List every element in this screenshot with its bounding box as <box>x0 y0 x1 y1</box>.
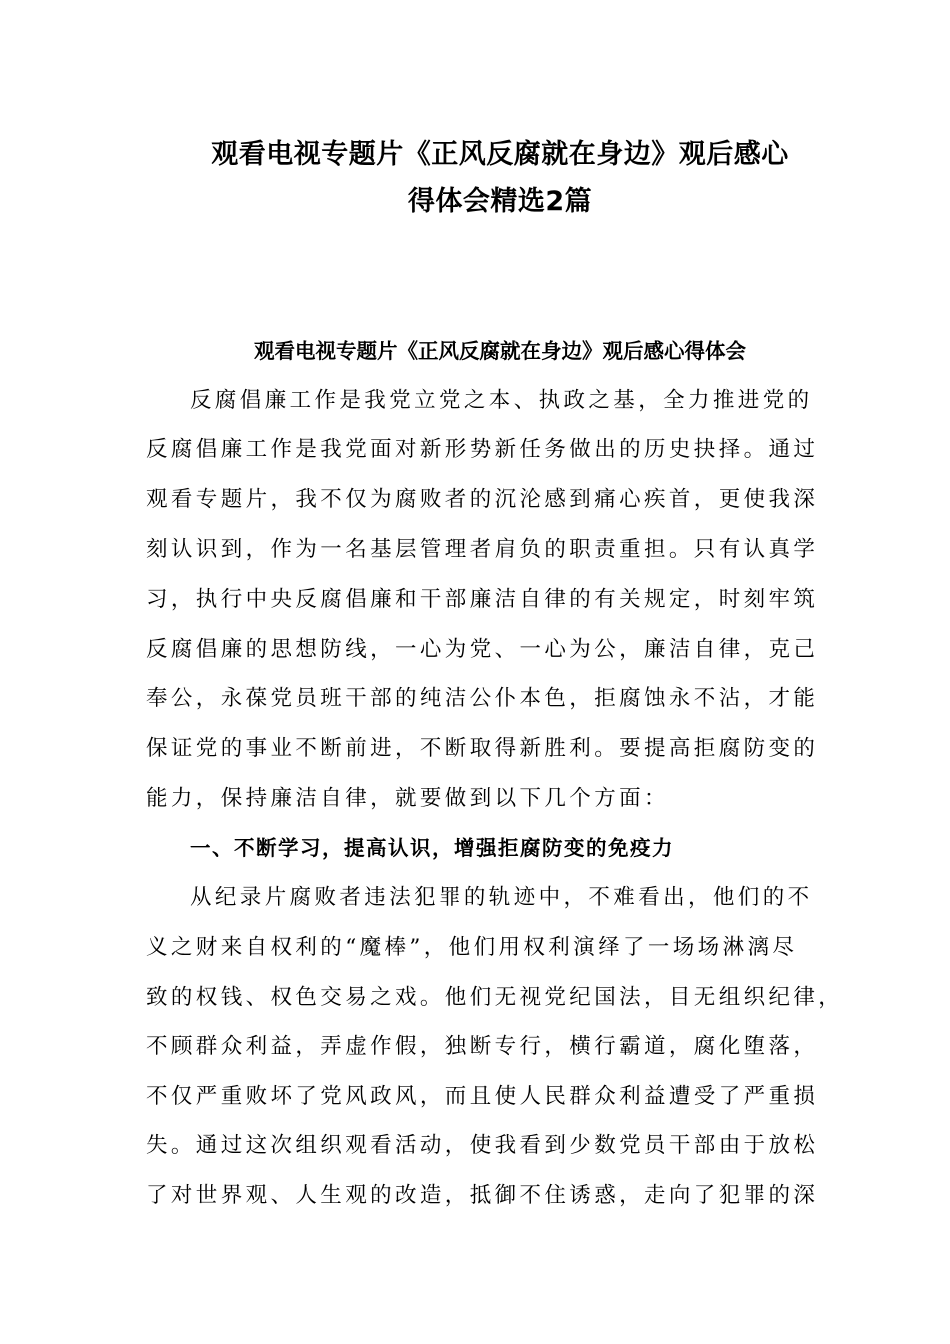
paragraph-line: 反腐倡廉工作是我党面对新形势新任务做出的历史抉择。通过 <box>146 437 819 462</box>
paragraph-line: 不仅严重败坏了党风政风，而且使人民群众利益遭受了严重损 <box>146 1084 819 1109</box>
paragraph-line: 能力，保持廉洁自律，就要做到以下几个方面： <box>146 786 669 811</box>
article-subtitle: 观看电视专题片《正风反腐就在身边》观后感心得体会 <box>254 339 746 363</box>
paragraph-line: 不顾群众利益，弄虚作假，独断专行，横行霸道，腐化堕落， <box>146 1034 819 1059</box>
paragraph-line: 观看专题片，我不仅为腐败者的沉沦感到痛心疾首，更使我深 <box>146 487 819 512</box>
paragraph-line: 奉公，永葆党员班干部的纯洁公仆本色，拒腐蚀永不沾，才能 <box>146 686 819 711</box>
paragraph-line: 失。通过这次组织观看活动，使我看到少数党员干部由于放松 <box>146 1133 819 1158</box>
paragraph-line: 致的权钱、权色交易之戏。他们无视党纪国法，目无组织纪律， <box>146 985 844 1010</box>
section-heading: 一、不断学习，提高认识，增强拒腐防变的免疫力 <box>190 836 674 860</box>
paragraph-line: 从纪录片腐败者违法犯罪的轨迹中，不难看出，他们的不 <box>190 885 813 910</box>
paragraph-line: 了对世界观、人生观的改造，抵御不住诱惑，走向了犯罪的深 <box>146 1183 819 1208</box>
paragraph-line: 义之财来自权利的“魔棒”，他们用权利演绎了一场场淋漓尽 <box>146 935 798 960</box>
paragraph-line: 习，执行中央反腐倡廉和干部廉洁自律的有关规定，时刻牢筑 <box>146 587 819 612</box>
document-title-line-1: 观看电视专题片《正风反腐就在身边》观后感心 <box>211 139 789 170</box>
paragraph-line: 刻认识到，作为一名基层管理者肩负的职责重担。只有认真学 <box>146 537 819 562</box>
paragraph-line: 保证党的事业不断前进，不断取得新胜利。要提高拒腐防变的 <box>146 736 819 761</box>
paragraph-line: 反腐倡廉的思想防线，一心为党、一心为公，廉洁自律，克己 <box>146 637 819 662</box>
paragraph-line: 反腐倡廉工作是我党立党之本、执政之基，全力推进党的 <box>190 388 813 413</box>
document-title-line-2: 得体会精选2篇 <box>407 186 593 217</box>
